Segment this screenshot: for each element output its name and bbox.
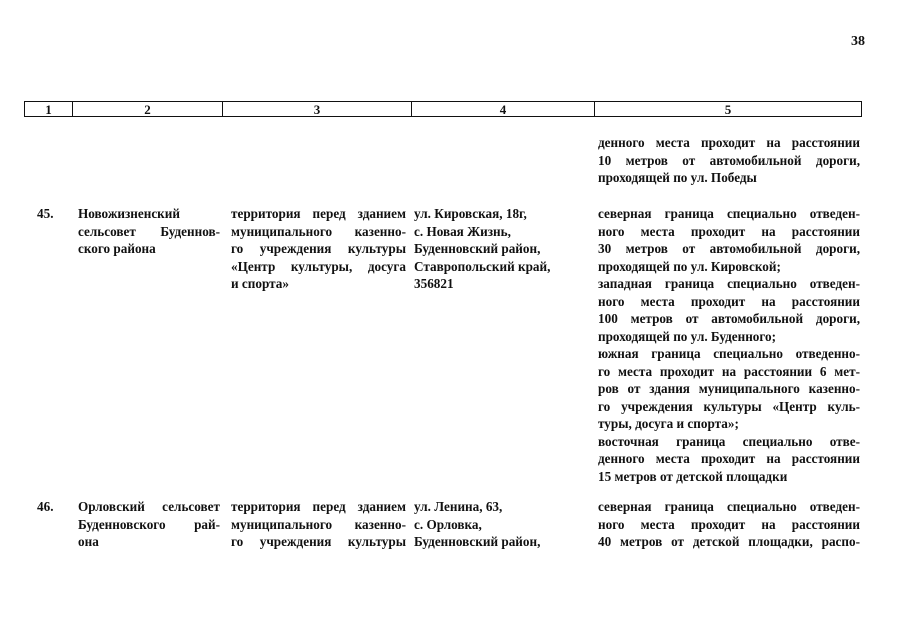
- row-46-boundaries: [598, 498, 860, 551]
- text-line: 40 метров от детской площадки, распо-: [598, 534, 860, 549]
- text-line: ул. Кировская, 18г,: [414, 206, 527, 221]
- text-line: Ставропольский край,: [414, 258, 551, 274]
- row-45-address: [414, 205, 582, 293]
- text-line: территория перед зданием: [231, 499, 406, 514]
- text-line: сельсовет Буденнов-: [78, 223, 220, 239]
- row-45-number: 45.: [37, 206, 54, 221]
- text-line: ного места проходит на расстоянии: [598, 516, 860, 532]
- text-line: го учреждения культуры: [231, 534, 406, 549]
- row-45-territory: [231, 205, 406, 293]
- text-line: с. Орловка,: [414, 516, 482, 532]
- text-line: 30 метров от автомобильной дороги,: [598, 241, 860, 256]
- row-45-municipality: [78, 205, 220, 258]
- text-line: муниципального казенно-: [231, 516, 406, 532]
- text-line: туры, досуга и спорта»;: [598, 416, 739, 431]
- text-line: западная граница специально отведен-: [598, 276, 860, 291]
- text-line: ул. Ленина, 63,: [414, 499, 503, 514]
- text-line: проходящей по ул. Победы: [598, 170, 757, 185]
- text-line: с. Новая Жизнь,: [414, 223, 511, 239]
- text-line: северная граница специально отведен-: [598, 499, 860, 514]
- text-line: она: [78, 534, 99, 549]
- header-cell-5: 5: [594, 102, 861, 116]
- row-46-number: 46.: [37, 499, 54, 514]
- text-line: Буденновский район,: [414, 241, 541, 256]
- text-line: северная граница специально отведен-: [598, 206, 860, 221]
- continuation-col5: [598, 134, 860, 187]
- text-line: проходящей по ул. Кировской;: [598, 258, 781, 274]
- text-line: ного места проходит на расстоянии: [598, 293, 860, 309]
- row-46-municipality: [78, 498, 220, 551]
- text-line: Орловский сельсовет: [78, 499, 220, 514]
- text-line: восточная граница специально отве-: [598, 433, 860, 449]
- table-header-row: [24, 101, 862, 117]
- page-number: 38: [851, 34, 865, 49]
- text-line: ного места проходит на расстоянии: [598, 223, 860, 239]
- text-line: территория перед зданием: [231, 206, 406, 221]
- text-line: проходящей по ул. Буденного;: [598, 328, 777, 344]
- text-line: муниципального казенно-: [231, 223, 406, 239]
- text-line: «Центр культуры, досуга: [231, 258, 406, 274]
- header-cell-1: 1: [45, 101, 52, 117]
- text-line: денного места проходит на расстоянии: [598, 451, 860, 466]
- text-line: южная граница специально отведенно-: [598, 346, 860, 361]
- row-46-address: [414, 498, 582, 551]
- row-45-boundaries: [598, 205, 860, 485]
- text-line: го учреждения культуры: [231, 241, 406, 256]
- text-line: го места проходит на расстоянии 6 мет-: [598, 363, 860, 379]
- text-line: го учреждения культуры «Центр куль-: [598, 398, 860, 414]
- header-cell-4: 4: [411, 102, 594, 116]
- text-line: Буденновский район,: [414, 534, 541, 549]
- text-line: Буденновского рай-: [78, 516, 220, 532]
- text-line: 10 метров от автомобильной дороги,: [598, 152, 860, 168]
- text-line: и спорта»: [231, 276, 289, 291]
- text-line: 100 метров от автомобильной дороги,: [598, 311, 860, 326]
- header-cell-2: 2: [72, 102, 222, 116]
- text-line: ров от здания муниципального казенно-: [598, 381, 860, 396]
- header-cell-3: 3: [222, 102, 411, 116]
- text-line: ского района: [78, 241, 156, 256]
- text-line: денного места проходит на расстоянии: [598, 135, 860, 150]
- text-line: Новожизненский: [78, 206, 180, 221]
- text-line: 356821: [414, 276, 454, 291]
- row-46-territory: [231, 498, 406, 551]
- text-line: 15 метров от детской площадки: [598, 468, 788, 484]
